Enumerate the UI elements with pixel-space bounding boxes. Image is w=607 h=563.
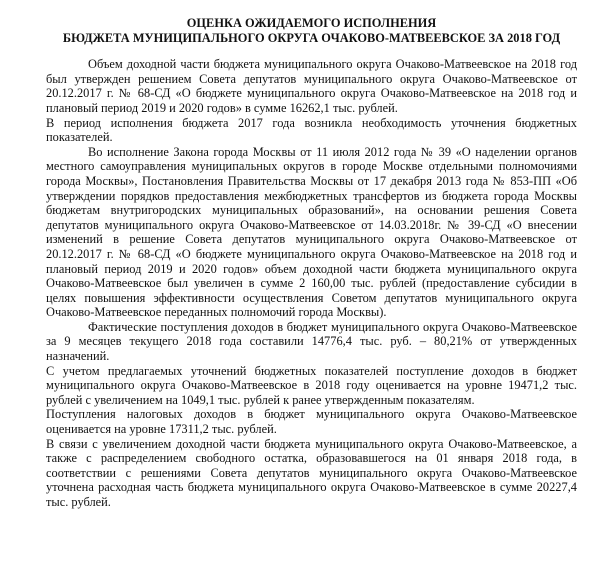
document-title — [46, 16, 577, 45]
paragraph-tax-revenue: Поступления налоговых доходов в бюджет муниципального округа Очаково-Матвеевское оценивается на уровне 17311,2 тыс. рублей. — [46, 407, 577, 437]
title-line-1: ОЦЕНКА ОЖИДАЕМОГО ИСПОЛНЕНИЯ — [186, 16, 437, 30]
title-line-2: БЮДЖЕТА МУНИЦИПАЛЬНОГО ОКРУГА ОЧАКОВО-МАТВЕЕВСКОЕ ЗА 2018 ГОД — [62, 30, 561, 45]
paragraph-actual-receipts: Фактические поступления доходов в бюджет муниципального округа Очаково-Матвеевское за 9 месяцев текущего 2018 года составили 14776,4 тыс. руб. – 80,21% от утвержденных назначений. — [46, 319, 577, 364]
paragraph-expenditure-update: В связи с увеличением доходной части бюджета муниципального округа Очаково-Матвеевское, а также с распределением свободного остатка, образовавшегося на 01 января 2018 года, в соответствии с решениями Совета депутатов муниципального округа Очаково-Матвеевское уточнена расходная часть бюджета муниципального округа Очаково-Матвеевское в сумме 20227,4 тыс. рублей. — [46, 436, 577, 509]
paragraph-revenue-approved: Объем доходной части бюджета муниципального округа Очаково-Матвеевское на 2018 год был утвержден решением Совета депутатов муниципального округа Очаково-Матвеевское от 20.12.2017 г. № 68-СД «О бюджете муниципального округа Очаково-Матвеевское на 2018 год и плановый период 2019 и 2020 годов» в сумме 16262,1 тыс. рублей. — [46, 57, 577, 115]
paragraph-estimated-revenue: С учетом предлагаемых уточнений бюджетных показателей поступление доходов в бюджет муниципального округа Очаково-Матвеевское в 2018 году оценивается на уровне 19471,2 тыс. рублей с увеличением на 1049,1 тыс. рублей к ранее утвержденным показателям. — [46, 363, 577, 407]
paragraph-law-execution: Во исполнение Закона города Москвы от 11 июля 2012 года № 39 «О наделении органов местного самоуправления муниципальных округов в городе Москве отдельными полномочиями города Москвы», Постановления Правительства Москвы от 17 декабря 2013 года № 853-ПП «Об утверждении порядков предоставления межбюджетных трансфертов из бюджета города Москвы бюджетам внутригородских муниципальных образований», на основании решения Совета депутатов муниципального округа Очаково-Матвеевское от 14.03.2018г. № 39-СД «О внесении изменений в решение Совета депутатов муниципального округа Очаково-Матвеевское от 20.12.2017 г. № 68-СД «О бюджете муниципального округа Очаково-Матвеевское на 2018 год и плановый период 2019 и 2020 годов» объем доходной части бюджета муниципального округа Очаково-Матвеевское был увеличен в сумме 2 160,00 тыс. рублей (предоставление субсидии в целях повышения эффективности осуществления Советом депутатов муниципального округа Очаково-Матвеевское переданных полномочий города Москвы). — [46, 144, 577, 320]
paragraph-need-adjustment: В период исполнения бюджета 2017 года возникла необходимость уточнения бюджетных показателей. — [46, 115, 577, 145]
